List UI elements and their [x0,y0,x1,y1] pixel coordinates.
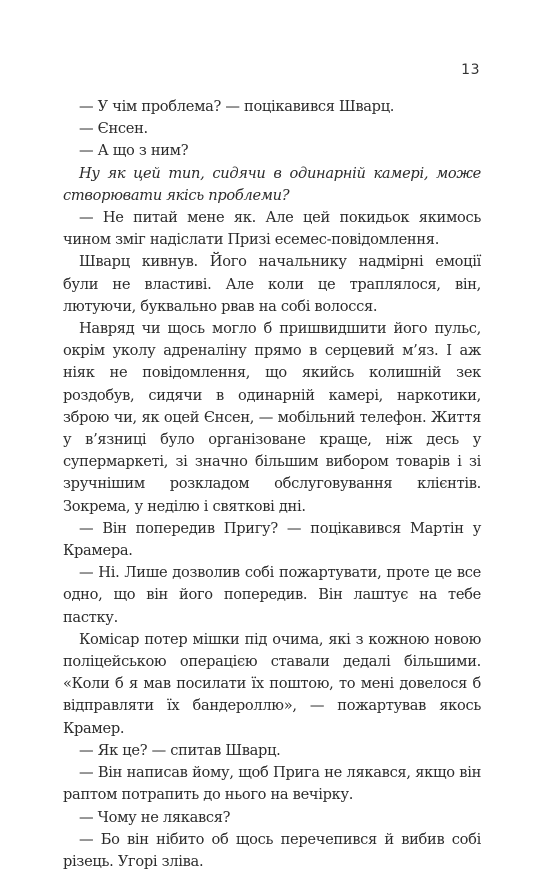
paragraph: Шварц кивнув. Його начальнику надмірні емоції були не властиві. Але коли це траплялося, він, лютуючи, буквально рвав на собі волосся. [63,253,481,315]
paragraph: — А що з ним? [79,142,189,160]
paragraph: — Він написав йому, щоб Прига не лякався, якщо він раптом потрапить до нього на вечірку. [63,764,481,804]
paragraph: — Ні. Лише дозволив собі пожартувати, проте це все одно, що він його попередив. Він лаштує на тебе пастку. [63,564,481,626]
italic-paragraph: Ну як цей тип, сидячи в одинарній камері, може створювати якісь проблеми? [63,164,481,204]
body-text [63,96,481,873]
paragraph: — У чім проблема? — поцікавився Шварц. [79,98,395,115]
paragraph: — Не питай мене як. Але цей покидьок якимось чином зміг надіслати Призі есемес-повідомлення. [63,209,481,249]
paragraph: — Він попередив Пригу? — поцікавився Мартін у Крамера. [63,519,481,560]
paragraph: — Бо він нібито об щось перечепився й вибив собі різець. Угорі зліва. [63,830,481,870]
paragraph: — Єнсен. [79,120,148,138]
page-number: 13 [461,62,480,78]
paragraph: Навряд чи щось могло б пришвидшити його пульс, окрім уколу адреналіну прямо в серцевий м’яз. І аж ніяк не повідомлення, що якийсь колишній зек роздобув, сидячи в одинарній камері, наркотики, зброю чи, як оцей Єнсен, — мобільний телефон. Життя у в’язниці було організоване краще, ніж десь у супермаркеті, зі значно більшим вибором товарів і зі зручнішим розкладом обслуговування клієнтів. Зокрема, у неділю і святкові дні. [63,320,481,515]
paragraph: Комісар потер мішки під очима, які з кожною новою поліцейською операцією ставали дедалі більшими. «Коли б я мав посилати їх поштою, то мені довелося б відправляти їх бандероллю», — пожартував якось Крамер. [63,630,481,737]
paragraph: — Чому не лякався? [79,808,231,826]
paragraph: — Як це? — спитав Шварц. [79,741,281,759]
